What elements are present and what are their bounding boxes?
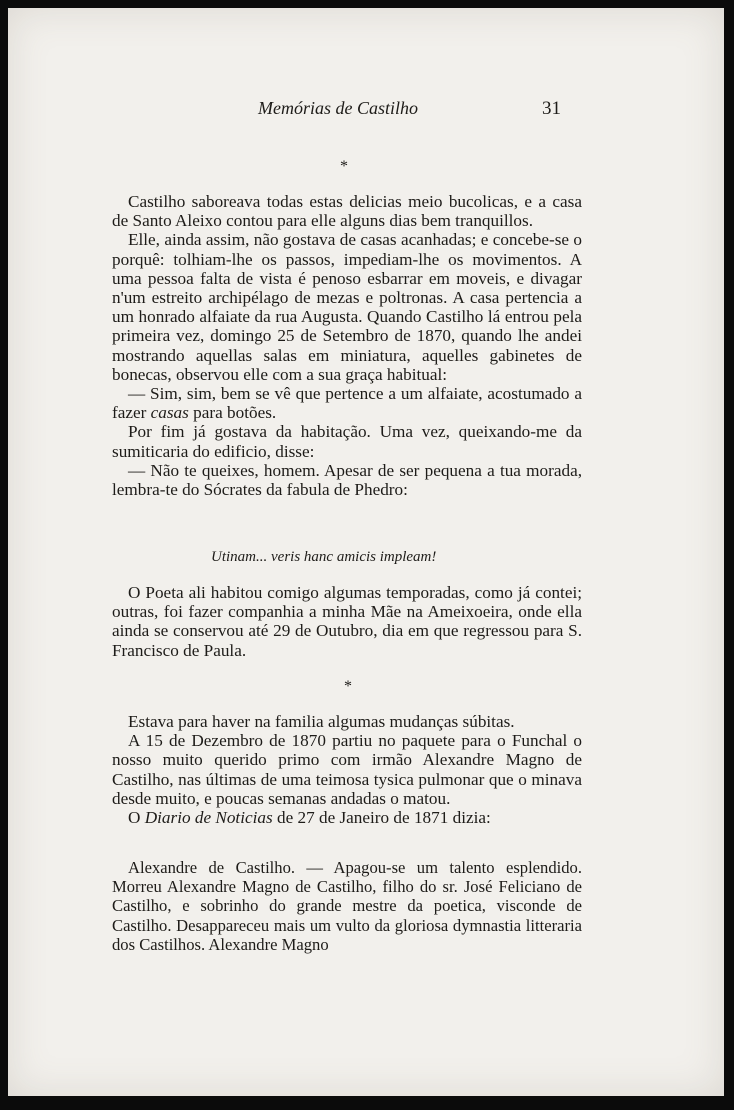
paragraph-delicias: Castilho saboreava todas estas delicias meio bucolicas, e a casa de Santo Aleixo contou para elle alguns dias bem tranquillos. [112,192,582,231]
paragraph-diario [112,808,582,827]
running-header: Memórias de Castilho [258,98,418,118]
diario-text-start: O [128,808,145,828]
diario-title: Diario de Noticias [144,808,273,828]
section-two [112,583,582,660]
paragraph-mudancas: Estava para haver na familia algumas mudanças súbitas. [128,712,515,731]
paragraph-obituary: Alexandre de Castilho. — Apagou-se um talento esplendido. Morreu Alexandre Magno de Castilho, filho do sr. José Feliciano de Castilho, e sobrinho do grande mestre da poetica, visconde de Castilho. Desappareceu mais um vulto da gloriosa dymnastia litteraria dos Castilhos. Alexandre Magno [112,858,582,954]
paragraph-alfaiate-reply [112,384,582,422]
paragraph-funchal: A 15 de Dezembro de 1870 partiu no paquete para o Funchal o nosso muito querido primo com irmão Alexandre Magno de Castilho, nas últimas de uma teimosa tysica pulmonar que o minava desde muito, e poucas semanas andadas o matou. [112,731,582,808]
section-separator-top: * [340,158,348,175]
paragraph-casas-acanhadas: Elle, ainda assim, não gostava de casas acanhadas; e concebe-se o porquê: tolhiam-lhe os passos, impediam-lhe os movimentos. A uma pessoa falta de vista é penoso esbarrar em moveis, e divagar n'um estreito archipélago de mezas e poltronas. A casa pertencia a um honrado alfaiate da rua Augusta. Quando Castilho lá entrou pela primeira vez, domingo 25 de Setembro de 1870, quando lhe andei mostrando aquellas salas em miniatura, aquelles gabinetes de bonecas, observou elle com a sua graça habitual: [112,230,582,384]
book-page [8,8,724,1096]
section-one [112,192,582,499]
latin-quotation: Utinam... veris hanc amicis impleam! [211,549,437,565]
paragraph-socrates: — Não te queixes, homem. Apesar de ser pequena a tua morada, lembra-te do Sócrates da fabula de Phedro: [112,460,582,500]
section-three [112,712,582,827]
reply-italic-casas: casas [150,403,189,423]
page-number: 31 [542,98,561,119]
obituary-excerpt [112,858,582,954]
diario-text-end: de 27 de Janeiro de 1871 dizia: [272,808,491,828]
reply-text-end: para botões. [188,403,277,423]
paragraph-poeta-habitou: O Poeta ali habitou comigo algumas temporadas, como já contei; outras, foi fazer companhia a minha Mãe na Ameixoeira, onde ella ainda se conservou até 29 de Outubro, dia em que regressou para S. Francisco de Paula. [112,583,582,660]
paragraph-habitacao: Por fim já gostava da habitação. Uma vez, queixando-me da sumiticaria do edificio, disse: [112,422,582,461]
section-separator-bottom: * [344,678,352,695]
reply-text-start: — Sim, sim, bem se vê que pertence a um alfaiate, acostumado a fazer [112,384,582,423]
